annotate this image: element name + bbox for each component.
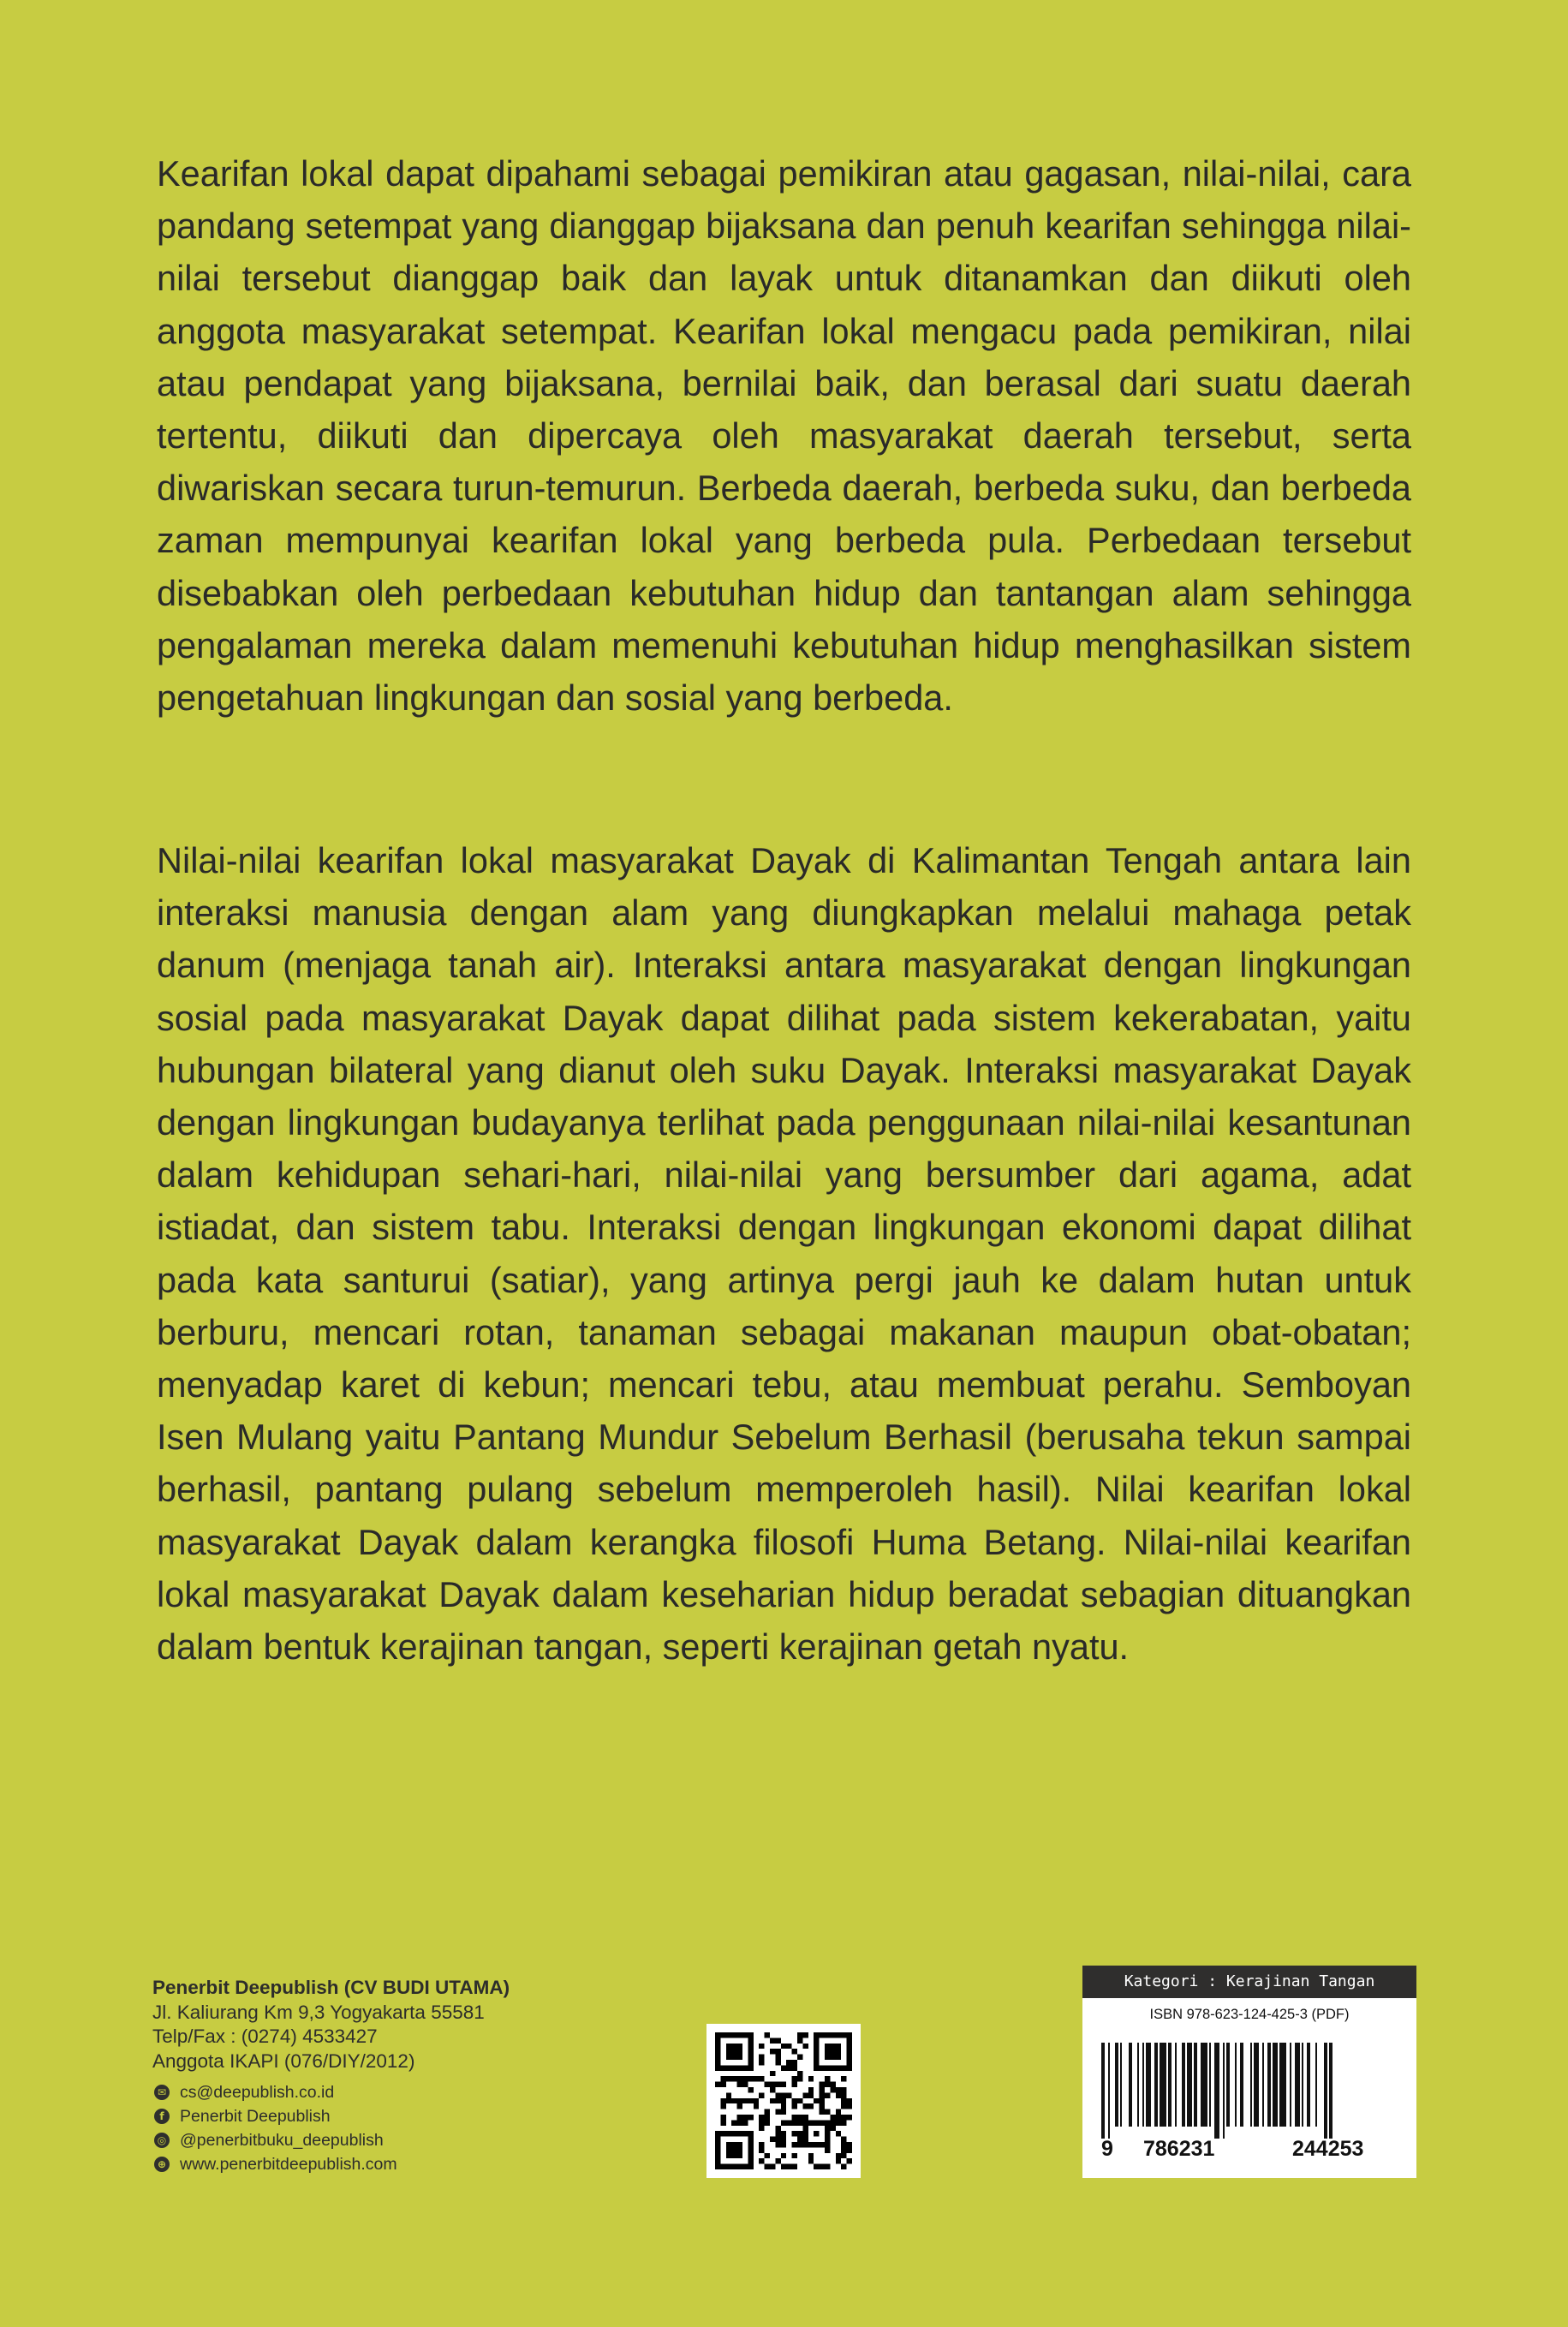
- barcode-digits-right: 244253: [1292, 2137, 1364, 2161]
- contact-list: [152, 2080, 632, 2176]
- instagram-icon: ◎: [154, 2133, 170, 2148]
- contact-email-text: cs@deepublish.co.id: [180, 2082, 335, 2102]
- contact-instagram: [152, 2128, 632, 2152]
- qr-code-graphic: [715, 2032, 852, 2169]
- email-icon: ✉: [154, 2085, 170, 2100]
- publisher-ikapi: Anggota IKAPI (076/DIY/2012): [152, 2050, 415, 2072]
- category-label: Kategori : Kerajinan Tangan: [1082, 1966, 1416, 1998]
- description-paragraph-2: Nilai-nilai kearifan lokal masyarakat Dayak di Kalimantan Tengah antara lain interaksi manusia dengan alam yang diungkapkan melalui mahaga petak danum (menjaga tanah air). Interaksi antara masyarakat dengan lingkungan sosial pada masyarakat Dayak dapat dilihat pada sistem kekerabatan, yaitu hubungan bilateral yang dianut oleh suku Dayak. Interaksi masyarakat Dayak dengan lingkungan budayanya terlihat pada penggunaan nilai-nilai kesantunan dalam kehidupan sehari-hari, nilai-nilai yang bersumber dari agama, adat istiadat, dan sistem tabu. Interaksi dengan lingkungan ekonomi dapat dilihat pada kata santurui (satiar), yang artinya pergi jauh ke dalam hutan untuk berburu, mencari rotan, tanaman sebagai makanan maupun obat-obatan; menyadap karet di kebun; mencari tebu, atau membuat perahu. Semboyan Isen Mulang yaitu Pantang Mundur Sebelum Berhasil (berusaha tekun sampai berhasil, pantang pulang sebelum memperoleh hasil). Nilai kearifan lokal masyarakat Dayak dalam kerangka filosofi Huma Betang. Nilai-nilai kearifan lokal masyarakat Dayak dalam keseharian hidup beradat sebagian dituangkan dalam bentuk kerajinan tangan, seperti kerajinan getah nyatu.: [157, 840, 1411, 1668]
- qr-code: [706, 2024, 861, 2178]
- barcode-bars: [1101, 2043, 1398, 2139]
- barcode-digit-first: 9: [1101, 2137, 1113, 2161]
- facebook-icon: f: [154, 2109, 170, 2124]
- contact-facebook-text: Penerbit Deepublish: [180, 2106, 331, 2126]
- contact-email: [152, 2080, 632, 2104]
- globe-icon: ⊕: [154, 2157, 170, 2172]
- contact-website: [152, 2152, 632, 2176]
- contact-instagram-text: @penerbitbuku_deepublish: [180, 2130, 384, 2150]
- publisher-address: Jl. Kaliurang Km 9,3 Yogyakarta 55581: [152, 2001, 485, 2023]
- description-paragraph-1: Kearifan lokal dapat dipahami sebagai pemikiran atau gagasan, nilai-nilai, cara pandang setempat yang dianggap bijaksana dan penuh kearifan sehingga nilai-nilai tersebut dianggap baik dan layak untuk ditanamkan dan diikuti oleh anggota masyarakat setempat. Kearifan lokal mengacu pada pemikiran, nilai atau pendapat yang bijaksana, bernilai baik, dan berasal dari suatu daerah tertentu, diikuti dan dipercaya oleh masyarakat daerah tersebut, serta diwariskan secara turun-temurun. Berbeda daerah, berbeda suku, dan berbeda zaman mempunyai kearifan lokal yang berbeda pula. Perbedaan tersebut disebabkan oleh perbedaan kebutuhan hidup dan tantangan alam sehingga pengalaman mereka dalam memenuhi kebutuhan hidup menghasilkan sistem pengetahuan lingkungan dan sosial yang berbeda.: [157, 153, 1411, 719]
- publisher-name: Penerbit Deepublish (CV BUDI UTAMA): [152, 1977, 510, 1998]
- publisher-phone: Telp/Fax : (0274) 4533427: [152, 2026, 378, 2047]
- contact-website-text: www.penerbitdeepublish.com: [180, 2154, 397, 2174]
- barcode-digits-left: 786231: [1143, 2137, 1215, 2161]
- contact-facebook: [152, 2104, 632, 2128]
- isbn-barcode: [1082, 1966, 1416, 2178]
- isbn-number: ISBN 978-623-124-425-3 (PDF): [1149, 2007, 1350, 2022]
- publisher-info: [152, 1976, 632, 2176]
